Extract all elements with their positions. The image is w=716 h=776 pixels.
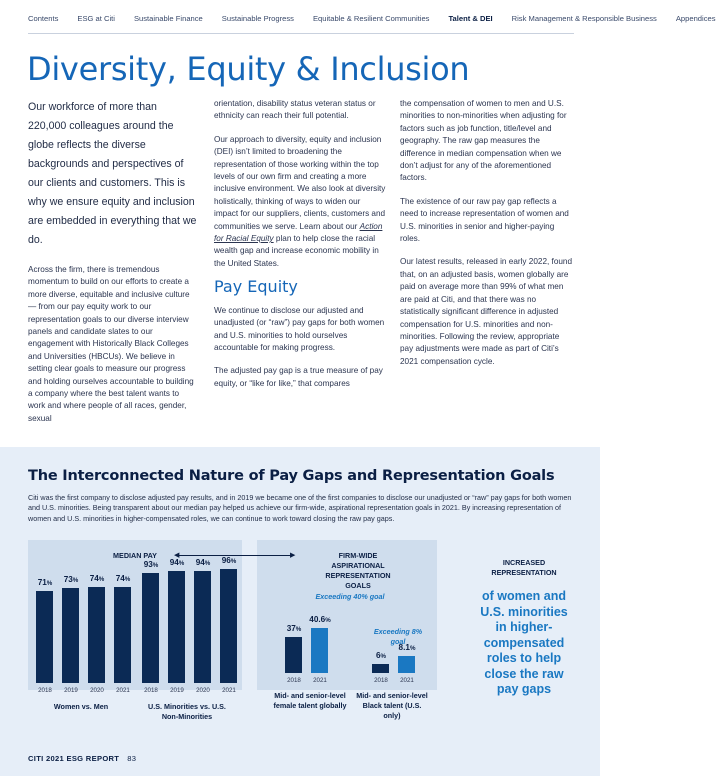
- section-intro: Citi was the first company to disclose adjusted pay results, and in 2019 we became one of the first companies to disclose our unadjusted or “raw” pay gaps for both women and U.S. minorities. Being transparent about our median pay helped us achieve our firm-wide, aspirational representation goals in 2021. By increasing representation of women and U.S. minorities in higher-compensated roles, we can continue to work toward closing the raw pay gaps.: [28, 493, 572, 523]
- bar-value-label: 71%: [37, 578, 53, 587]
- page-title: Diversity, Equity & Inclusion: [27, 50, 470, 88]
- increased-representation-text: of women and U.S. minorities in higher-compensated roles to help close the raw pay gaps: [480, 589, 568, 696]
- firmwide-goals-heading: FIRM-WIDE ASPIRATIONAL REPRESENTATION GOALS: [325, 551, 391, 590]
- section-title: The Interconnected Nature of Pay Gaps and Representation Goals: [28, 468, 555, 484]
- median-pay-heading: MEDIAN PAY: [113, 551, 157, 560]
- footer: [28, 754, 136, 763]
- paragraph: We continue to disclose our adjusted and unadjusted (or “raw”) pay gaps for both women and U.S. minorities to hold ourselves accountable for making progress.: [214, 305, 385, 352]
- action-racial-equity-link[interactable]: Action for Racial Equity: [214, 221, 383, 244]
- year-tick-label: 2020: [196, 687, 210, 694]
- caption-minorities: U.S. Minorities vs. U.S. Non-Minorities: [148, 702, 226, 721]
- bar-value-label: 74%: [115, 574, 131, 583]
- nav-risk-management[interactable]: Risk Management & Responsible Business: [511, 13, 657, 23]
- nav-divider: [28, 33, 574, 34]
- bar-value-label: 37%: [286, 624, 302, 633]
- paragraph: The existence of our raw pay gap reflects a need to increase representation of women and U.S. minorities in senior and higher-paying roles.: [400, 196, 569, 244]
- goal-8-label: Exceeding 8% goal: [373, 627, 423, 646]
- year-tick-label: 2021: [313, 677, 327, 684]
- nav-talent-dei[interactable]: Talent & DEI: [448, 13, 493, 23]
- bar-value-label: 96%: [221, 556, 237, 565]
- paragraph: The adjusted pay gap is a true measure of pay equity, or “like for like,” that compares: [214, 366, 383, 388]
- nav-appendices[interactable]: Appendices: [675, 13, 716, 23]
- bar-value-label: 6%: [375, 651, 387, 660]
- bar-2018: [285, 637, 302, 673]
- arrow-right-icon: ▶: [290, 552, 296, 559]
- nav-esg-at-citi[interactable]: ESG at Citi: [77, 13, 115, 23]
- bar-value-label: 94%: [169, 558, 185, 567]
- increased-representation-heading: INCREASED REPRESENTATION: [491, 558, 557, 577]
- nav-equitable-communities[interactable]: Equitable & Resilient Communities: [312, 13, 430, 23]
- year-tick-label: 2018: [374, 677, 388, 684]
- year-tick-label: 2018: [287, 677, 301, 684]
- bar-2021: [220, 569, 237, 683]
- bar-2021: [398, 656, 415, 673]
- arrow-left-icon: ◀: [174, 552, 180, 559]
- bar-2021: [311, 628, 328, 673]
- column-2: [214, 98, 386, 401]
- year-tick-label: 2021: [400, 677, 414, 684]
- column-3: [400, 98, 574, 379]
- nav-contents[interactable]: Contents: [28, 13, 59, 23]
- year-tick-label: 2019: [170, 687, 184, 694]
- top-nav: [0, 0, 716, 36]
- bar-value-label: 93%: [143, 560, 159, 569]
- caption-female-talent: Mid- and senior-level female talent globally: [273, 691, 347, 710]
- nav-sustainable-progress[interactable]: Sustainable Progress: [221, 13, 294, 23]
- column-1: [28, 98, 198, 436]
- bar-2021: [114, 587, 131, 683]
- year-tick-label: 2018: [38, 687, 52, 694]
- bar-value-label: 40.6%: [309, 615, 331, 624]
- year-tick-label: 2019: [64, 687, 78, 694]
- bar-2019: [62, 588, 79, 683]
- bar-2018: [36, 591, 53, 683]
- paragraph: orientation, disability status veteran status or ethnicity can reach their full potential.: [214, 99, 376, 121]
- nav-sustainable-finance[interactable]: Sustainable Finance: [133, 13, 203, 23]
- paragraph: the compensation of women to men and U.S. minorities to non-minorities when adjusting for factors such as job function, title/level and geography. The raw gap measures the difference in median compensation when we don’t adjust for any of the aforementioned factors.: [400, 99, 567, 183]
- year-tick-label: 2018: [144, 687, 158, 694]
- bar-value-label: 74%: [89, 574, 105, 583]
- paragraph: Across the firm, there is tremendous momentum to build on our efforts to create a more diverse, equitable and inclusive culture — from our pay equity work to our representation goals to our diverse interview panels and candidate slates to our engagement with Historically Black Colleges and Universities (HBCUs). We believe in setting clear goals to measure our progress and holding ourselves accountable to building a company where the best talent wants to work and where people of all races, gender, sexual: [28, 265, 194, 423]
- year-tick-label: 2021: [222, 687, 236, 694]
- bar-2018: [142, 573, 159, 683]
- paragraph: Our approach to diversity, equity and inclusion (DEI) isn’t limited to broadening the representation of those working within the top levels of our own firm and creating a more inclusive environment. We also look at diversity holistically, thinking of ways to widen our impact for our suppliers, clients, customers and communities we serve. Learn about our Action for Racial Equity plan to help close the racial wealth gap and increase economic mobility in the United States.: [214, 134, 386, 268]
- bar-value-label: 8.1%: [398, 643, 416, 652]
- year-tick-label: 2021: [116, 687, 130, 694]
- report-name: CITI 2021 ESG REPORT: [28, 754, 120, 763]
- goal-40-label: Exceeding 40% goal: [315, 592, 385, 601]
- lead-paragraph: Our workforce of more than 220,000 colleagues around the globe reflects the diverse backgrounds and perspectives of our clients and customers. This is why we ensure equity and inclusion are embedded in everything that we do.: [28, 101, 197, 246]
- bar-value-label: 73%: [63, 575, 79, 584]
- bar-2020: [194, 571, 211, 683]
- page-number: 83: [127, 754, 137, 763]
- year-tick-label: 2020: [90, 687, 104, 694]
- bar-2020: [88, 587, 105, 683]
- caption-black-talent: Mid- and senior-level Black talent (U.S. only): [356, 691, 428, 720]
- caption-women-vs-men: Women vs. Men: [53, 702, 109, 711]
- pay-equity-heading: Pay Equity: [214, 277, 298, 297]
- bar-2018: [372, 664, 389, 673]
- bar-value-label: 94%: [195, 558, 211, 567]
- paragraph: Our latest results, released in early 2022, found that, on an adjusted basis, women globally are paid on average more than 99% of what men are paid at Citi, and that there was no statistically significant difference in adjusted compensation for U.S. minorities and non-minorities. Following the review, appropriate pay adjustments were made as part of Citi’s 2021 compensation cycle.: [400, 257, 573, 366]
- bar-2019: [168, 571, 185, 683]
